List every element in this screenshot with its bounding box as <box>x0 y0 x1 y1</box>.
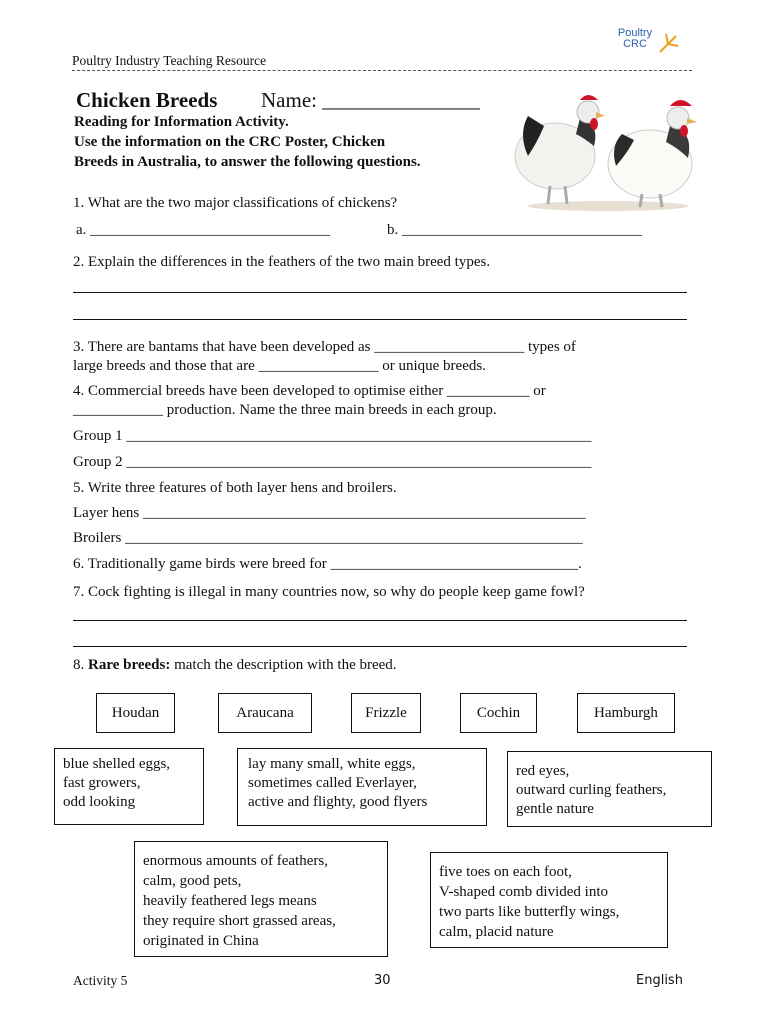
question-8 <box>73 657 397 674</box>
question-4-line-1: 4. Commercial breeds have been developed to optimise either ___________ or <box>73 383 546 399</box>
question-3-line-2: large breeds and those that are ________________ or unique breeds. <box>73 358 486 374</box>
desc-1-line-3: odd looking <box>63 794 136 810</box>
q8-number: 8. <box>73 657 85 673</box>
q8-bold-label: Rare breeds: <box>88 657 171 673</box>
page-title: Chicken Breeds <box>76 88 218 112</box>
desc-4-line-1: enormous amounts of feathers, <box>143 853 328 869</box>
q2-answer-line-1[interactable] <box>73 292 687 293</box>
question-7: 7. Cock fighting is illegal in many countries now, so why do people keep game fowl? <box>73 584 585 600</box>
q1-answer-b[interactable]: b. ________________________________ <box>387 222 642 238</box>
group-1-answer[interactable]: Group 1 ______________________________________________________________ <box>73 428 592 444</box>
desc-4-line-2: calm, good pets, <box>143 873 242 889</box>
question-2: 2. Explain the differences in the feathers of the two main breed types. <box>73 254 491 270</box>
intro-line-1: Reading for Information Activity. <box>74 114 289 130</box>
desc-2-line-1: lay many small, white eggs, <box>248 756 416 772</box>
desc-1-line-1: blue shelled eggs, <box>63 756 171 772</box>
q8-instruction: match the description with the breed. <box>174 657 397 673</box>
q7-answer-line-1[interactable] <box>73 620 687 621</box>
desc-2-line-2: sometimes called Everlayer, <box>248 775 417 791</box>
instructions <box>74 112 421 172</box>
breed-box-hamburgh[interactable]: Hamburgh <box>577 693 675 733</box>
broilers-answer[interactable]: Broilers _____________________________________________________________ <box>73 530 583 546</box>
question-1: 1. What are the two major classifications of chickens? <box>73 195 398 211</box>
desc-5-line-1: five toes on each foot, <box>439 864 572 880</box>
page-number: 30 <box>374 973 391 988</box>
intro-line-3: Breeds in Australia, to answer the following questions. <box>74 154 421 170</box>
desc-4-line-4: they require short grassed areas, <box>143 913 336 929</box>
intro-line-2: Use the information on the CRC Poster, Chicken <box>74 134 386 150</box>
chicken-footprint-icon <box>656 32 682 56</box>
footer-subject: English <box>636 973 683 988</box>
description-box-4[interactable] <box>134 841 388 957</box>
q1-answer-a[interactable]: a. ________________________________ <box>76 222 331 238</box>
name-field-label: Name: _______________ <box>261 88 480 112</box>
layer-hens-answer[interactable]: Layer hens ___________________________________________________________ <box>73 505 586 521</box>
desc-1-line-2: fast growers, <box>63 775 141 791</box>
desc-5-line-3: two parts like butterfly wings, <box>439 904 620 920</box>
question-5: 5. Write three features of both layer hens and broilers. <box>73 480 397 496</box>
q2-answer-line-2[interactable] <box>73 319 687 320</box>
breed-box-frizzle[interactable]: Frizzle <box>351 693 421 733</box>
question-4-line-2: ____________ production. Name the three main breeds in each group. <box>73 402 497 418</box>
desc-2-line-3: active and flighty, good flyers <box>248 794 428 810</box>
breed-box-araucana[interactable]: Araucana <box>218 693 312 733</box>
q7-answer-line-2[interactable] <box>73 646 687 647</box>
description-box-5[interactable] <box>430 852 668 948</box>
chickens-illustration <box>510 86 706 212</box>
group-2-answer[interactable]: Group 2 ______________________________________________________________ <box>73 454 592 470</box>
description-box-1[interactable] <box>54 748 204 825</box>
logo-line-1: Poultry <box>617 27 653 39</box>
description-box-2[interactable] <box>237 748 487 826</box>
breed-box-houdan[interactable]: Houdan <box>96 693 175 733</box>
question-3-line-1: 3. There are bantams that have been developed as ____________________ types of <box>73 339 576 355</box>
desc-4-line-3: heavily feathered legs means <box>143 893 317 909</box>
desc-3-line-2: outward curling feathers, <box>516 782 667 798</box>
description-box-3[interactable] <box>507 751 712 827</box>
desc-4-line-5: originated in China <box>143 933 259 949</box>
poultry-crc-logo <box>612 28 682 58</box>
desc-5-line-4: calm, placid nature <box>439 924 554 940</box>
desc-3-line-1: red eyes, <box>516 763 570 779</box>
header-divider <box>72 70 692 71</box>
logo-line-2: CRC <box>623 38 647 50</box>
breed-box-cochin[interactable]: Cochin <box>460 693 537 733</box>
desc-3-line-3: gentle nature <box>516 801 594 817</box>
question-6: 6. Traditionally game birds were breed for _________________________________. <box>73 556 582 572</box>
footer-activity: Activity 5 <box>73 973 128 988</box>
resource-header: Poultry Industry Teaching Resource <box>72 53 267 68</box>
desc-5-line-2: V-shaped comb divided into <box>439 884 609 900</box>
